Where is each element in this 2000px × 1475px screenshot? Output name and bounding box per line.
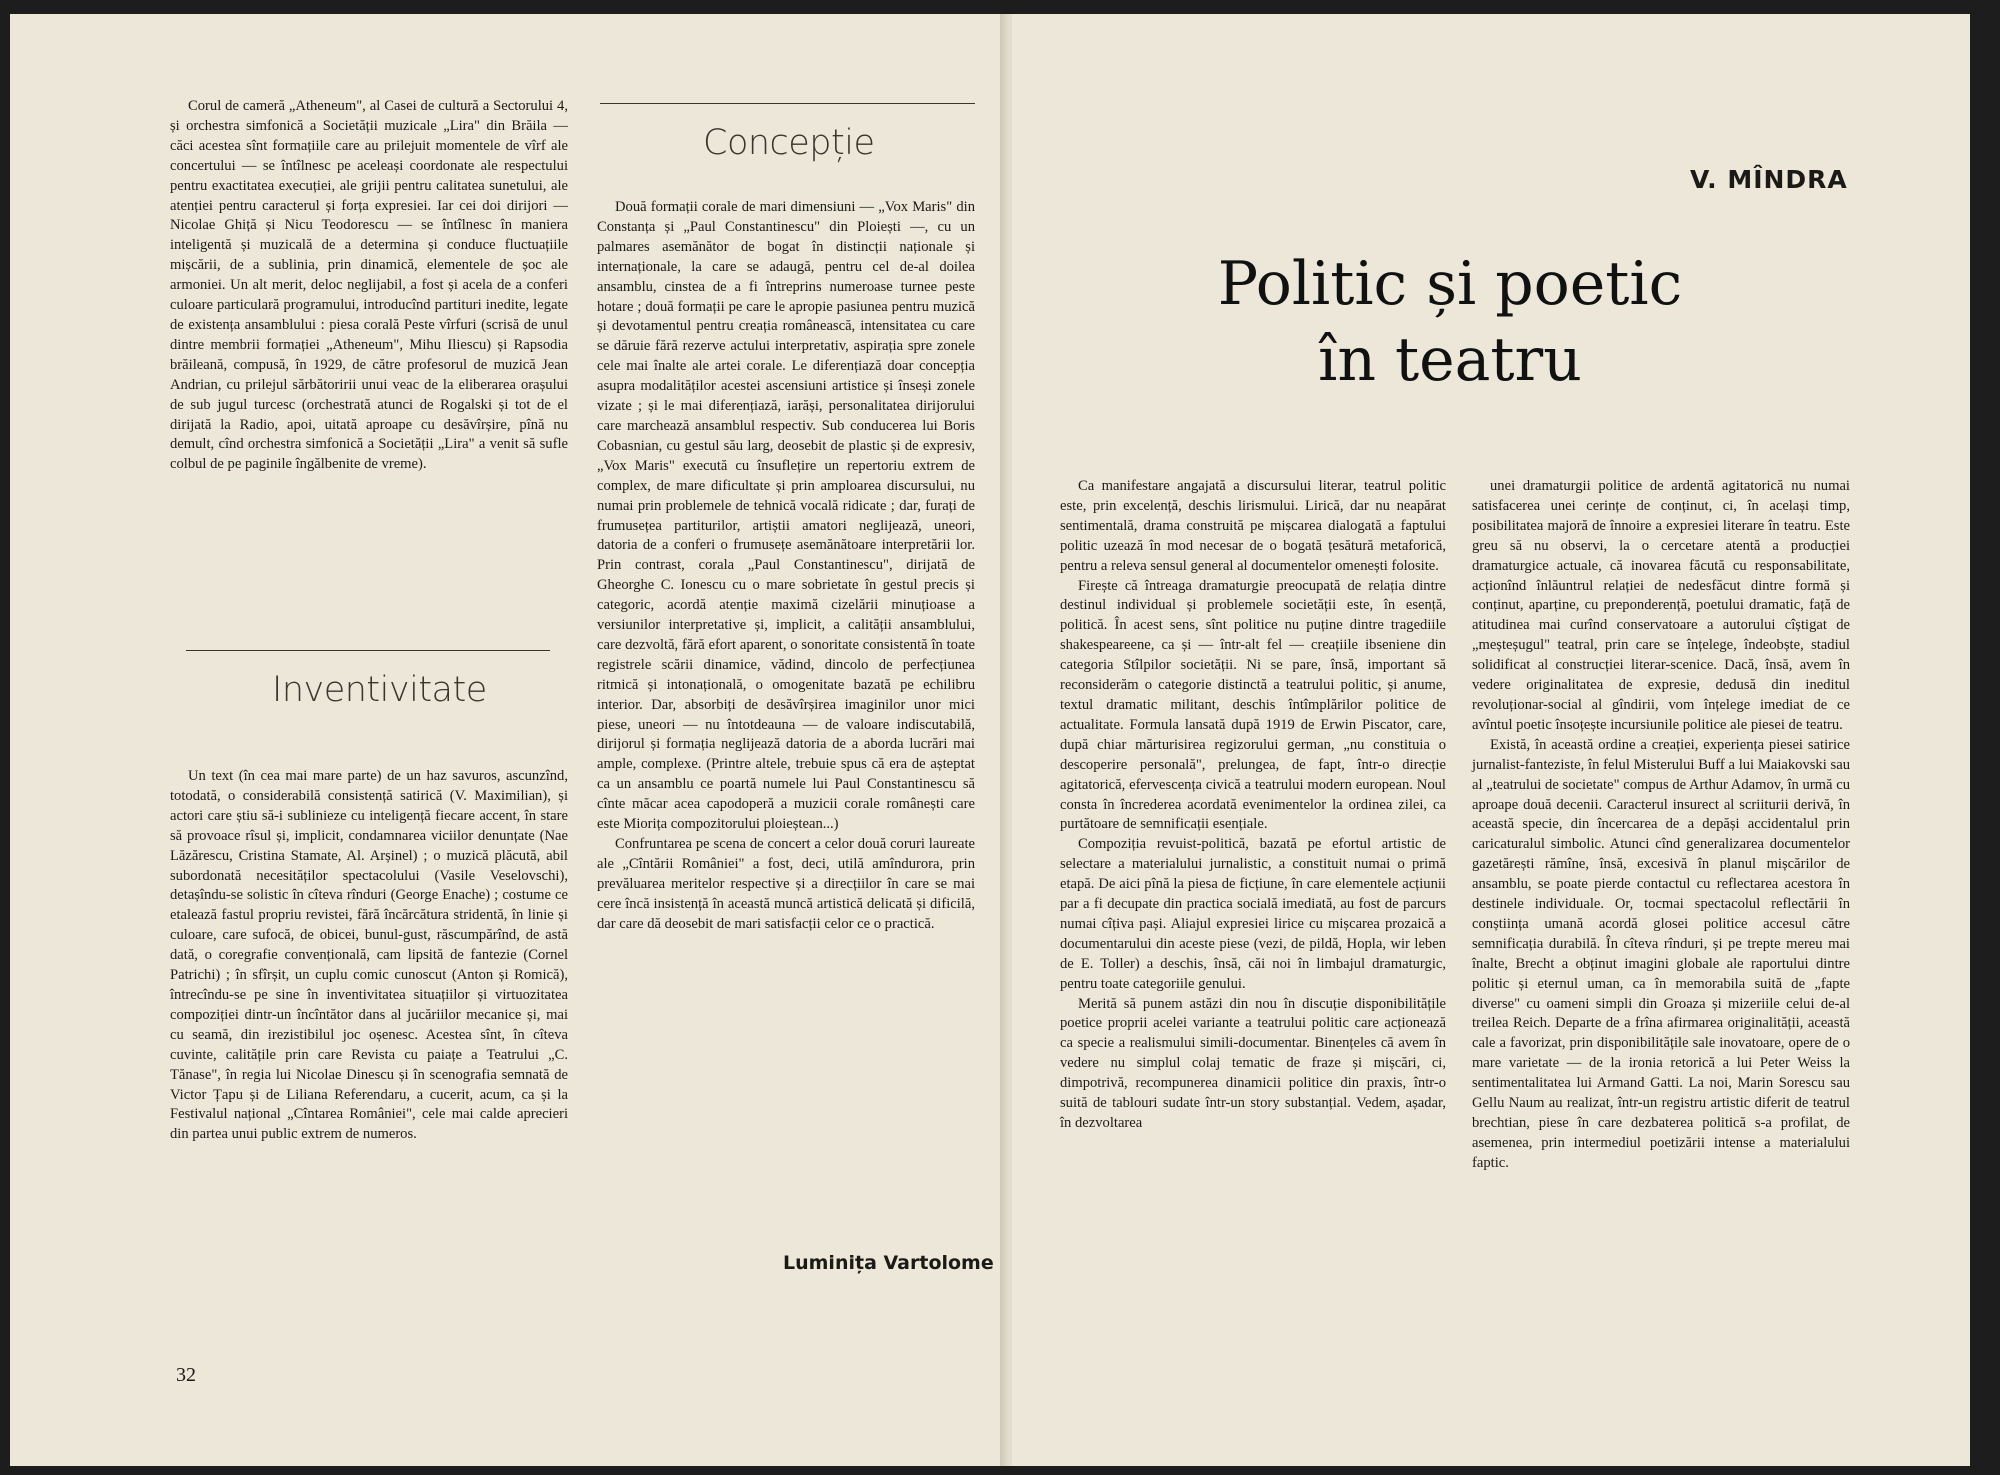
section-rule-inventivitate: [186, 650, 550, 651]
headline-line-1: Politic și poetic: [1217, 249, 1683, 319]
paragraph-fireste: Firește că întreaga dramaturgie preocupată de relația dintre destinul individual și problemele societății este, în esență, politică. În acest sens, sînt politice nu puține dintre tragediile shakespeareene, ca și — într-alt fel — creațiile ibseniene din categoria Stîlpilor societății. Ni se pare, însă, important să reconsiderăm o categorie distinctă a teatrului politic, și anume, textul dramatic militant, deschis întîmplărilor politice de actualitate. Formula lansată după 1919 de Erwin Piscator, care, după chiar mărturisirea regizorului german, „nu constituia o descoperire personală", prelungea, de fapt, într-o direcție agitatorică, efervescența civică a teatrului modern european. Noul consta în încrederea acordată evenimentelor la ordinea zilei, ca purtătoare de semnificații esențiale.: [1060, 577, 1446, 833]
paragraph-confruntarea: Confruntarea pe scena de concert a celor două coruri laureate ale „Cîntării României" a fost, deci, utilă amîndurora, prin prevăluarea meritelor respective și a direcțiilor în care se mai cere încă insistență în această muncă artistică delicată și dificilă, dar care dă deosebit de mari satisfacții celor ce o practică.: [597, 836, 975, 932]
paragraph-inventivitate: Un text (în cea mai mare parte) de un haz savuros, ascunzînd, totodată, o considerabilă consistență satirică (V. Maximilian), și actori care știu să-i sublinieze cu inteligență fiecare accent, în stare să provoace rîsul și, implicit, condamnarea viciilor denunțate (Nae Lăzărescu, Cristina Stamate, Al. Arșinel) ; o muzică plăcută, abil subordonată necesităților spectacolului (Vasile Veselovschi), detașîndu-se solistic în cîteva rînduri (George Enache) ; costume ce etalează fastul propriu revistei, fără încărcătura stridentă, în linie și culoare, care sufocă, de obicei, bunul-gust, răscumpărînd, de astă dată, o coregrafie convențională, cam lipsită de fantezie (Cornel Patrichi) ; în sfîrșit, un cuplu comic cunoscut (Anton și Romică), întrecîndu-se pe sine în inventivitatea situațiilor și virtuozitatea compoziției dintr-un încîntător dans al jucăriilor mecanice și, mai cu seamă, din irezistibilul joc oșenesc. Acestea sînt, în cîteva cuvinte, calitățile prin care Revista cu paiațe a Teatrului „C. Tănase", în regia lui Nicolae Dinescu și în scenografia semnată de Victor Țapu și de Liliana Referendaru, a cucerit, acum, ca și la Festivalul național „Cîntarea României", cele mai calde aprecieri din partea unui public extrem de numeros.: [170, 768, 568, 1143]
left-column-1: [170, 97, 568, 475]
paragraph-manifestare: Ca manifestare angajată a discursului literar, teatrul politic este, prin excelență, deschis lirismului. Lirică, dar nu neapărat sentimentală, drama construită pe mișcarea dialogată a faptului politic uzează în mod necesar de o bogată țesătură metaforică, pentru a releva sensul general al documentelor omenești folosite.: [1060, 478, 1446, 574]
paragraph-compozitia: Compoziția revuist-politică, bazată pe efortul artistic de selectare a materialului jurnalistic, a constituit numai o primă etapă. De aici pînă la piesa de ficțiune, în care elementele acțiunii par a fi decupate din practica socială imediată, au fost de parcurs numai cîțiva pași. Aliajul expresiei lirice cu mișcarea prozaică a documentarului din aceste piese (vezi, de pildă, Hopla, wir leben de E. Toller) a deschis, însă, căi noi în limbajul dramaturgic, pentru toate categoriile genului.: [1060, 836, 1446, 992]
paragraph-dramaturgii: unei dramaturgii politice de ardentă agitatorică nu numai satisfacerea unei cerințe de conținut, ci, în același timp, posibilitatea majoră de înnoire a expresiei literare în teatru. Este greu să nu observi, la o cercetare atentă a producției dramaturgice actuale, că inovarea făcută cu responsabilitate, acționînd înlăuntrul relației de nedesfăcut dintre formă și conținut, aparține, cu preponderență, poetului dramatic, față de atitudinea mai curînd conservatoare a autorului cîștigat de „meșteșugul" teatral, prin care se înțelege, îndeobște, stadiul solidificat al construcției literar-scenice. Dacă, însă, avem în vedere originalitatea de expresie, dedusă din ineditul revoluționar-social al gîndirii, vom înțelege imediat de ce avîntul poetic însoțește incursiunile politice ale piesei de teatru.: [1472, 478, 1850, 733]
page-number: 32: [176, 1364, 196, 1386]
left-column-1-lower: [170, 767, 568, 1145]
paragraph-exista: Există, în această ordine a creației, experiența piesei satirice jurnalist-fanteziste, în felul Misterului Buff a lui Maiakovski sau al „teatrului de societate" compus de Arthur Adamov, în urmă cu aproape două decenii. Caracterul insurect al scriiturii derivă, în această specie, din încercarea de a depăși accidentalul prin caricaturalul simbolic. Atunci cînd generalizarea documentelor gazetărești rămîne, însă, excesivă în planul mișcărilor de ansamblu, se poate pierde contactul cu reflectarea acestora în destinele individuale. Or, tocmai spectacolul reflectării în conștiința umană acordă glosei politice accesul către semnificația durabilă. În cîteva rînduri, și pe trepte mereu mai înalte, Brecht a obținut imagini globale ale raportului dintre politic și eternul uman, ca în memorabila suită de „fapte diverse" cu oameni simpli din Groaza și mizeriile celui de-al treilea Reich. Departe de a frîna afirmarea originalității, această cale a favorizat, prin disponibilitățile sale inovatoare, opere de o mare varietate — de la ironia retorică a lui Peter Weiss la sentimentalitatea lui Armand Gatti. La noi, Marin Sorescu sau Gellu Naum au realizat, într-un registru artistic diferit de teatrul brechtian, piese în care dezbaterea politică s-a profilat, de asemenea, prin intermediul poetizării intense a materialului faptic.: [1472, 736, 1850, 1171]
paragraph-merita: Merită să punem astăzi din nou în discuție disponibilitățile poetice proprii acelei variante a teatrului politic care acționează ca specie a realismului simili-documentar. Binențeles că avem în vedere nu simplul colaj tematic de fraze și mișcări, ci, dimpotrivă, recompunerea dinamicii politice din praxis, într-o suită de tablouri sudate într-un story substanțial. Vedem, așadar, în dezvoltarea: [1060, 995, 1446, 1131]
left-column-2: [597, 198, 975, 935]
paragraph-conceptie: Două formații corale de mari dimensiuni — „Vox Maris" din Constanța și „Paul Constantinescu" din Ploiești —, cu un palmares asemănător de bogat în distincții naționale și internaționale, la care se adaugă, pentru cel de-al doilea ansamblu, cinstea de a fi întreprins numeroase turnee peste hotare ; două formații pe care le apropie pasiunea pentru muzică și devotamentul pentru creația românească, intensitatea cu care se dăruie fără rezerve actului interpretativ, aspirația spre zonele cele mai înalte ale artei corale. Le diferențiază doar concepția asupra modalităților acestei ascensiuni artistice și înseși zonele vizate ; și le mai diferențiază, iarăși, personalitatea dirijorului care marchează ansamblul respectiv. Sub conducerea lui Boris Cobasnian, cu gestul său larg, deosebit de plastic și de expresiv, „Vox Maris" execută cu însuflețire un repertoriu extrem de complex, de mare dificultate și prin amploarea discursului, nu numai prin problemele de tehnică vocală ridicate ; dar, furați de frumusețea partiturilor, artiștii amatori neglijează, uneori, datoria de a conferi o frumusețe asemănătoare interpretării lor. Prin contrast, corala „Paul Constantinescu", dirijată de Gheorghe C. Ionescu cu o mare sobrietate în gestul precis și categoric, acordă atenție maximă cizelării minuțioase a versiunilor interpretative și, implicit, a calității ansamblului, care dezvoltă, fără efort aparent, o sonoritate consistentă în toate registrele scării dinamice, vădind, dincolo de perfecțiunea ritmică și intonațională, o omogenitate bazată pe echilibru interior. Dar, absorbiți de desăvîrșirea imaginilor unor mici piese, uneori — nu întotdeauna — de valoare indiscutabilă, dirijorul și formația neglijează datoria de a aborda lucrări mai ample, complexe. (Printre altele, trebuie spus că era de așteptat ca un ansamblu ce poartă numele lui Paul Constantinescu să cînte măcar acea capodoperă a muzicii corale românești care este Miorița compozitorului ploieștean...): [597, 199, 975, 833]
paragraph-corul: Corul de cameră „Atheneum", al Casei de cultură a Sectorului 4, și orchestra simfonică a Societății muzicale „Lira" din Brăila — căci acestea sînt formațiile care au prilejuit momentele de vîrf ale concertului — se întîlnesc pe aceleași coordonate ale respectului pentru exactitatea execuției, ale grijii pentru calitatea sunetului, ale atenției pentru caracterul și forța expresiei. Iar cei doi dirijori — Nicolae Ghiță și Nicu Teodorescu — se întîlnesc în maniera inteligentă și muzicală de a determina și conduce fluctuațiile mișcării, de a sublinia, prin dinamică, elementele de șoc ale armoniei. Un alt merit, deloc neglijabil, a fost și acela de a conferi culoare particulară programului, introducînd partituri inedite, legate de existența ansamblului : piesa corală Peste vîrfuri (scrisă de unul dintre membrii formației „Atheneum", Mihu Iliescu) și Rapsodia brăileană, compusă, în 1929, de către profesorul de muzică Jean Andrian, cu prilejul sărbătoririi unui veac de la eliberarea orașului de sub jugul turcesc (orchestrată atunci de Rogalski și tot de el dirijată la Radio, apoi, uitată aproape cu desăvîrșire, pînă nu demult, cînd orchestra simfonică a Societății „Lira" a venit să sufle colbul de pe paginile îngălbenite de vreme).: [170, 98, 568, 473]
author-signature: Luminița Vartolome: [783, 1252, 994, 1274]
section-rule-conceptie: [600, 103, 975, 104]
article-headline: [1150, 246, 1750, 398]
section-title-inventivitate: Inventivitate: [272, 670, 487, 710]
right-column-2: [1472, 477, 1850, 1174]
right-column-1: [1060, 477, 1446, 1134]
section-title-conceptie: Concepție: [703, 123, 875, 163]
article-author: V. MÎNDRA: [1690, 165, 1848, 194]
headline-line-2: în teatru: [1318, 325, 1582, 395]
